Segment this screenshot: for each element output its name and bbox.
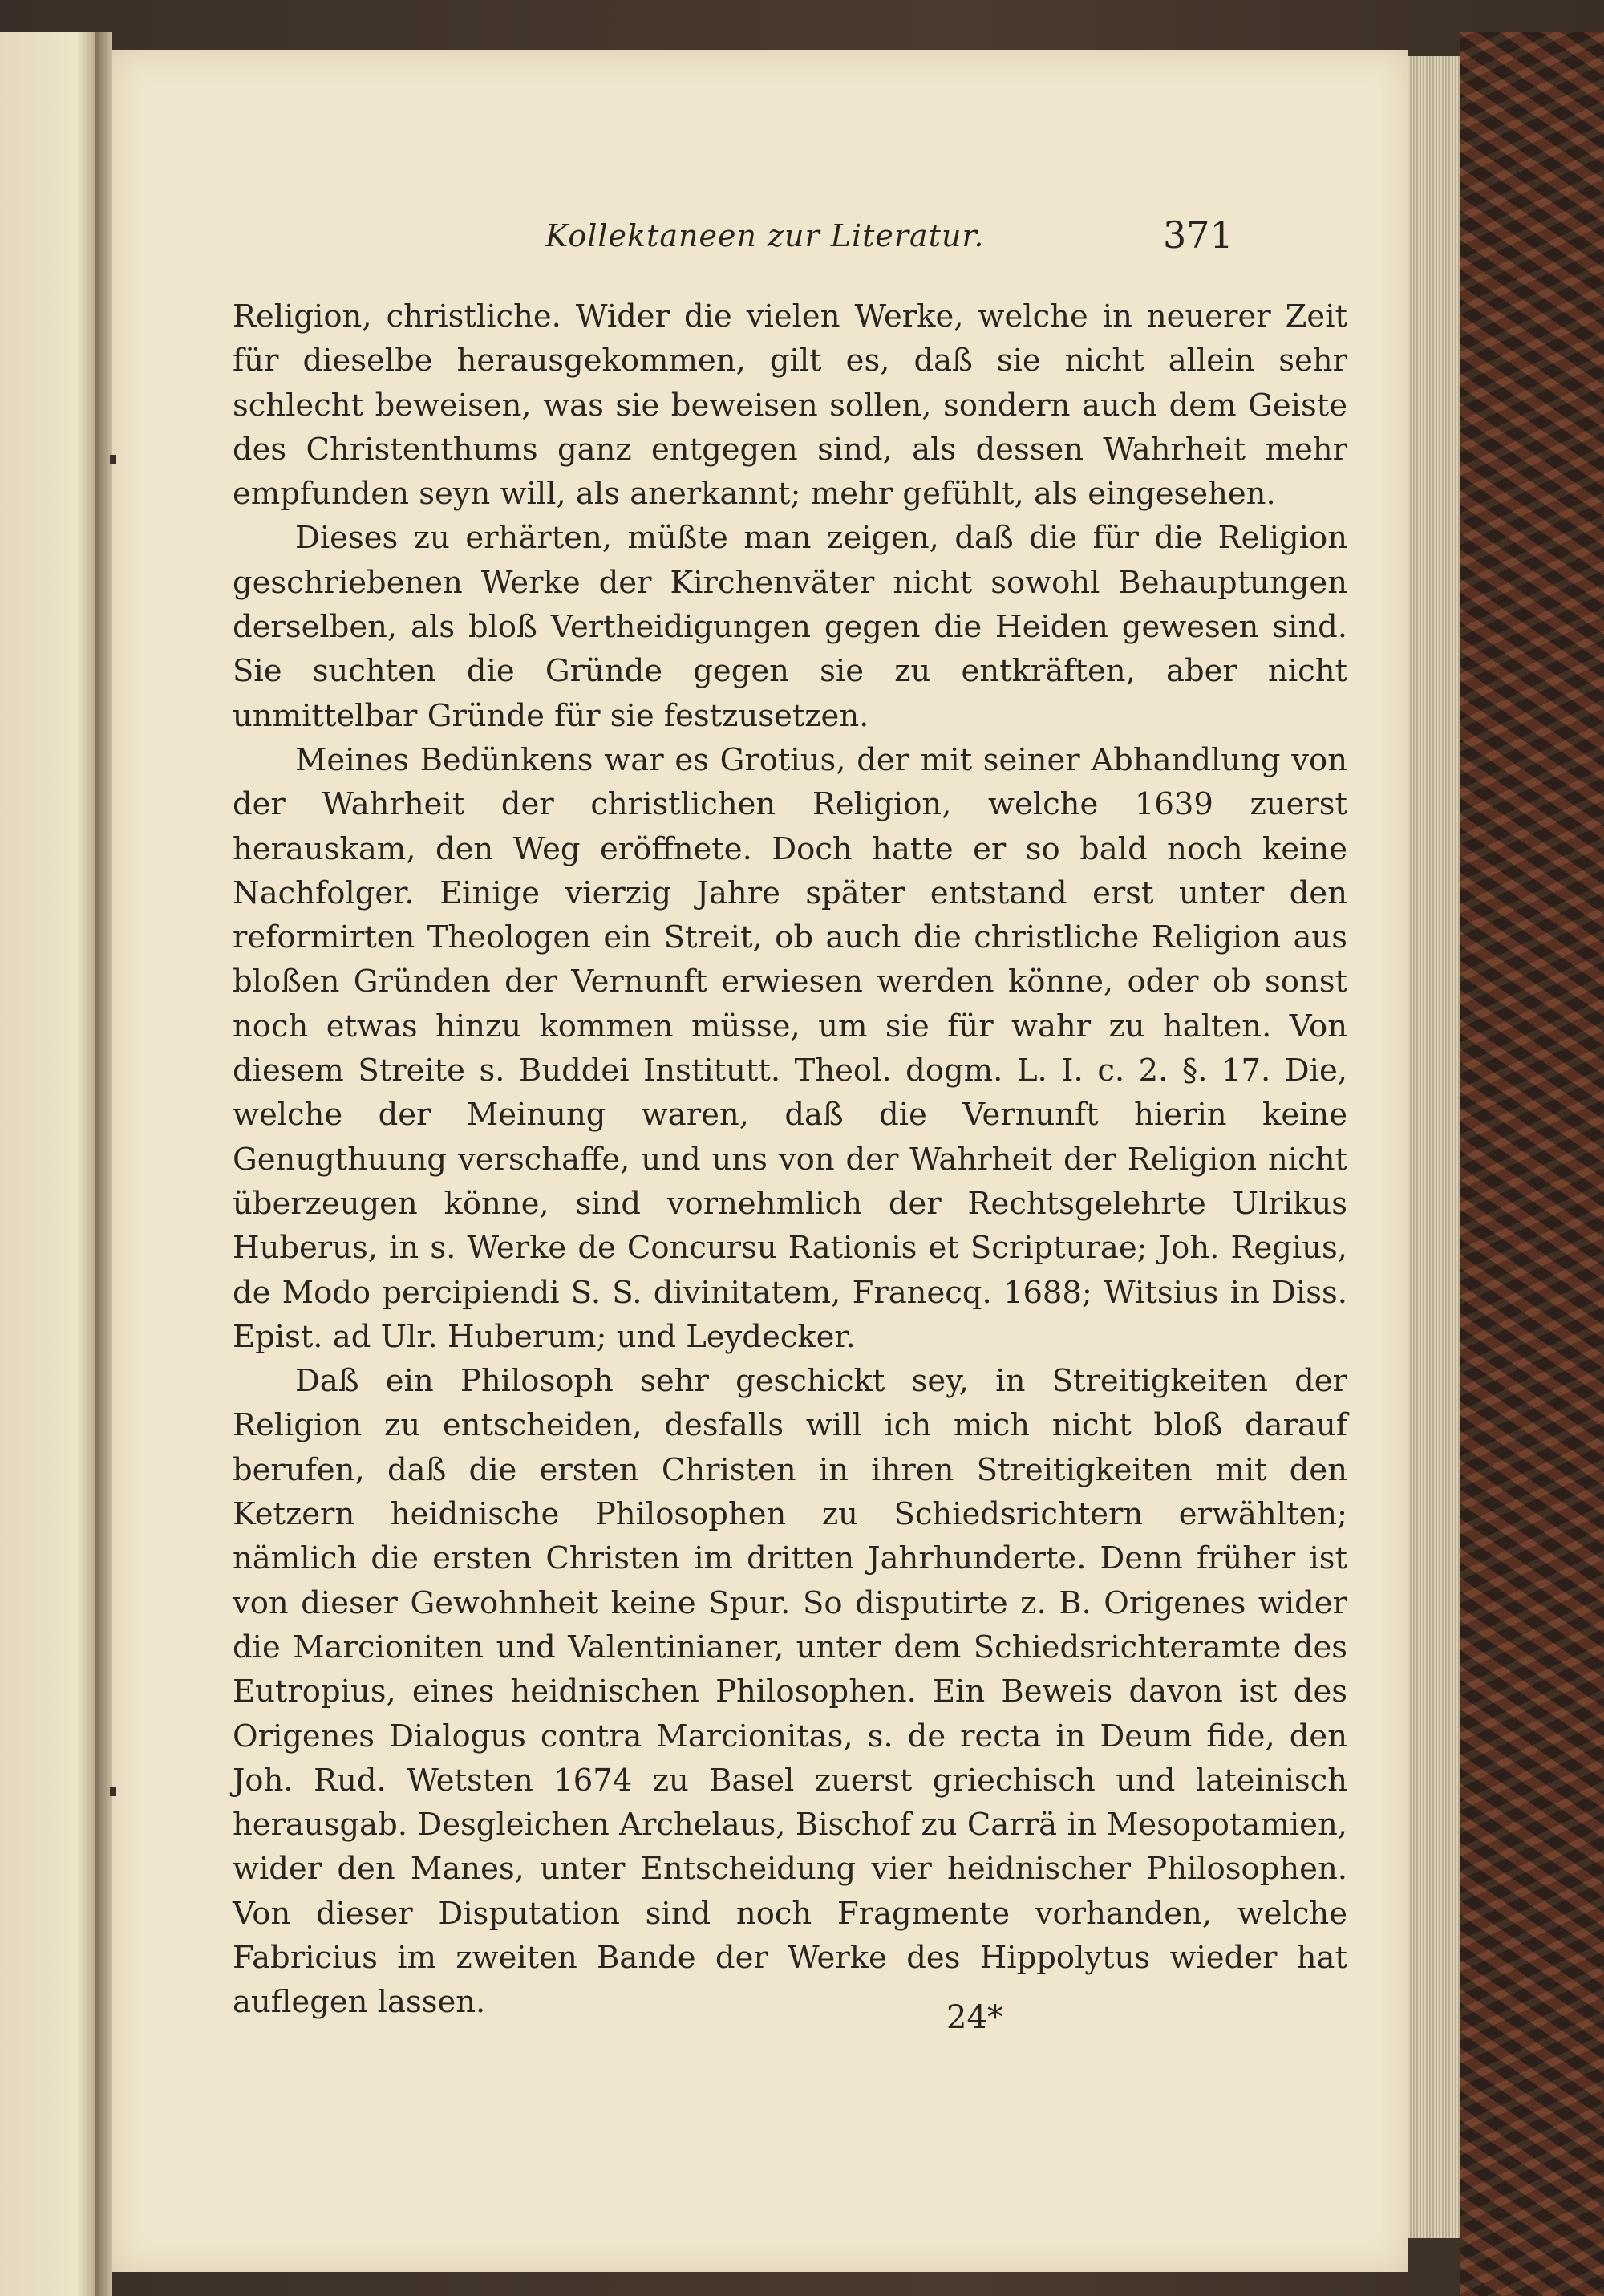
book-gutter — [95, 32, 112, 2296]
paragraph-religion: Religion, christliche. Wider die vielen Werke, welche in neuerer Zeit für dieselbe herausgekommen, gilt es, daß sie nicht allein sehr schlecht beweisen, was sie beweisen sollen, sondern auch dem Geiste des Christenthums ganz entgegen sind, als dessen Wahrheit mehr empfunden seyn will, als anerkannt; mehr gefühlt, als eingesehen. — [233, 298, 1347, 513]
paragraph-kirchenvaeter: Dieses zu erhärten, müßte man zeigen, daß die für die Religion geschriebenen Werke der Kirchenväter nicht sowohl Behauptungen derselben, als bloß Vertheidigungen gegen die Heiden gewesen sind. Sie suchten die Gründe gegen sie zu entkräften, aber nicht unmittelbar Gründe für sie festzusetzen. — [233, 520, 1347, 734]
body-text — [233, 294, 1347, 2025]
running-head: Kollektaneen zur Literatur. — [545, 218, 985, 254]
facing-page-edge — [0, 32, 96, 2296]
signature-mark: 24* — [946, 1999, 1003, 2036]
page-number: 371 — [1163, 213, 1233, 257]
marbled-book-edge — [1460, 32, 1604, 2296]
page-header — [112, 202, 1408, 290]
paragraph-philosoph: Daß ein Philosoph sehr geschickt sey, in Streitigkeiten der Religion zu entscheiden, desfalls will ich mich nicht bloß darauf berufen, daß die ersten Christen in ihren Streitigkeiten mit den Ketzern heidnische Philosophen zu Schiedsrichtern erwählten; nämlich die ersten Christen im dritten Jahrhunderte. Denn früher ist von dieser Gewohnheit keine Spur. So disputirte z. B. Origenes wider die Marcioniten und Valentinianer, unter dem Schiedsrichteramte des Eutropius, eines heidnischen Philosophen. Ein Beweis davon ist des Origenes Dialogus contra Marcionitas, s. de recta in Deum fide, den Joh. Rud. Wetsten 1674 zu Basel zuerst griechisch und lateinisch herausgab. Desgleichen Archelaus, Bischof zu Carrä in Mesopotamien, wider den Manes, unter Entscheidung vier heidnischer Philosophen. Von dieser Disputation sind noch Fragmente vorhanden, welche Fabricius im zweiten Bande der Werke des Hippolytus wieder hat auflegen lassen. — [233, 1363, 1347, 2021]
paragraph-grotius: Meines Bedünkens war es Grotius, der mit seiner Abhandlung von der Wahrheit der christlichen Religion, welche 1639 zuerst herauskam, den Weg eröffnete. Doch hatte er so bald noch keine Nachfolger. Einige vierzig Jahre später entstand erst unter den reformirten Theologen ein Streit, ob auch die christliche Religion aus bloßen Gründen der Vernunft erwiesen werden könne, oder ob sonst noch etwas hinzu kommen müsse, um sie für wahr zu halten. Von diesem Streite s. Buddei Institutt. Theol. dogm. L. I. c. 2. §. 17. Die, welche der Meinung waren, daß die Vernunft hierin keine Genugthuung verschaffe, und uns von der Wahrheit der Religion nicht überzeugen könne, sind vornehmlich der Rechtsgelehrte Ulrikus Huberus, in s. Werke de Concursu Rationis et Scripturae; Joh. Regius, de Modo percipiendi S. S. divinitatem, Franecq. 1688; Witsius in Diss. Epist. ad Ulr. Huberum; und Leydecker. — [233, 741, 1347, 1355]
page-stack-edge — [1408, 56, 1460, 2238]
margin-mark — [110, 1787, 116, 1796]
margin-mark — [110, 455, 116, 464]
book-page — [112, 50, 1408, 2272]
